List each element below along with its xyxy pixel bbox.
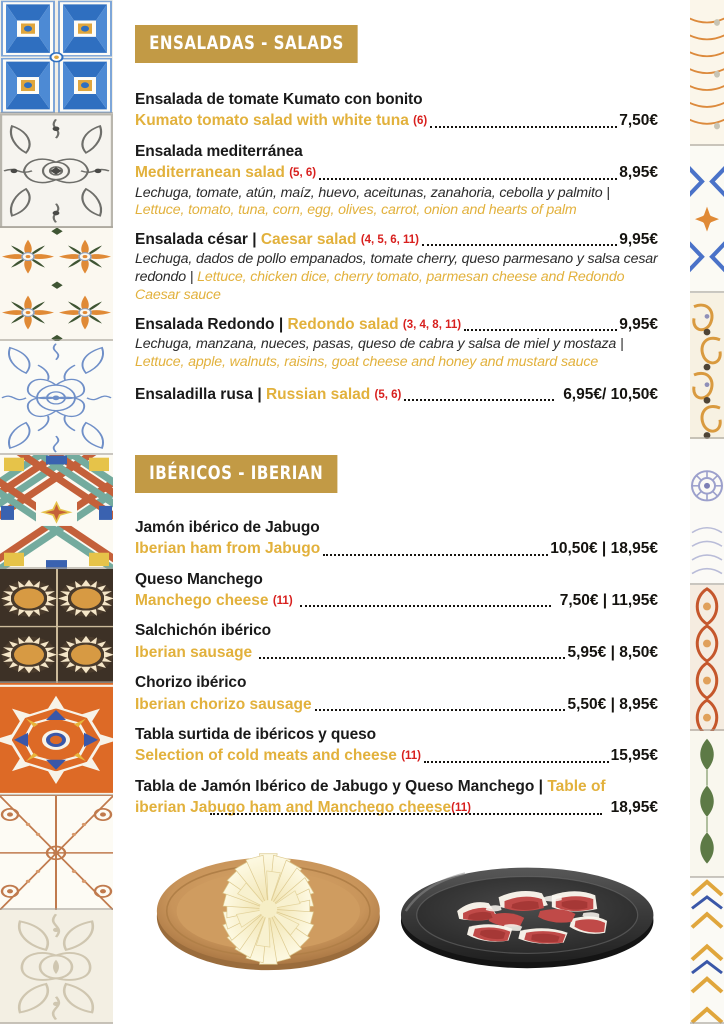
menu-item-price: 18,95€ — [610, 799, 658, 817]
menu-item-price: 7,50€ | 11,95€ — [559, 592, 658, 609]
menu-item-price: 9,95€ — [619, 315, 658, 333]
tile-pattern-blue-gold-chevron — [690, 878, 724, 1024]
menu-item-price: 10,50€ | 18,95€ — [550, 540, 658, 558]
menu-item-name-en: Iberian sausage — [135, 643, 253, 661]
salads-section-header — [135, 25, 658, 63]
menu-item-price: 5,95€ | 8,50€ — [567, 643, 658, 661]
menu-item-iberian-chorizo — [135, 672, 658, 715]
menu-item-description — [135, 185, 658, 221]
menu-item-price-row — [135, 694, 658, 715]
menu-item-name-es: Tabla de Jamón Ibérico de Jabugo y Queso Manchego — [135, 777, 535, 795]
menu-item-name-en: Kumato tomato salad with white tuna — [135, 112, 409, 130]
decorative-tile-border-left — [0, 0, 113, 1024]
menu-item-price: 5,50€ | 8,95€ — [567, 695, 658, 713]
menu-item-name-es: Ensalada Redondo — [135, 315, 275, 333]
tile-pattern-cream-diamond-rosette — [0, 796, 113, 910]
menu-item-ham-cheese-table — [135, 776, 658, 819]
menu-item-name-es: Queso Manchego — [135, 570, 263, 588]
name-separator: | — [247, 231, 261, 248]
menu-item-name-es: Ensalada mediterránea — [135, 142, 303, 160]
menu-item-name-en: Caesar salad — [260, 231, 357, 248]
menu-item-lead — [135, 162, 316, 183]
menu-item-iberian-sausage — [135, 620, 658, 663]
menu-item-lead — [135, 590, 293, 611]
dot-leader — [210, 813, 602, 815]
allergen-codes: (5, 6) — [374, 388, 402, 401]
menu-item-price-row — [135, 642, 658, 663]
tile-pattern-blue-wave-border — [690, 146, 724, 292]
menu-item-lead — [135, 384, 401, 405]
menu-item-lead — [135, 110, 427, 131]
menu-item-price-row — [135, 384, 658, 405]
menu-item-price-row — [135, 745, 658, 766]
menu-item-name-en: Iberian chorizo sausage — [135, 695, 312, 713]
description-en: Lettuce, tomato, tuna, corn, egg, olives, carrot, onion and hearts of palm — [135, 202, 577, 219]
iberian-section-header — [135, 455, 658, 493]
menu-item-name-es: Ensalada césar — [135, 231, 248, 248]
tile-pattern-sunburst-medallion — [0, 569, 113, 683]
dot-leader — [323, 554, 548, 556]
description-es: Lechuga, manzana, nueces, pasas, queso de cabra y salsa de miel y mostaza | — [135, 336, 624, 352]
menu-item-name-en: Selection of cold meats and cheese — [135, 747, 397, 765]
menu-item-name-en: Redondo salad — [287, 315, 399, 333]
menu-item-price: 15,95€ — [610, 747, 658, 765]
menu-item-lead — [135, 694, 312, 715]
menu-item-price-row — [135, 314, 658, 335]
allergen-codes: (6) — [413, 115, 428, 128]
menu-item-name-en: Mediterranean salad — [135, 164, 285, 182]
menu-item-manchego-cheese — [135, 569, 658, 612]
menu-item-iberian-ham — [135, 517, 658, 560]
tile-pattern-terracotta-lattice — [690, 585, 724, 731]
menu-item-lead — [135, 745, 421, 766]
description-es: Lechuga, tomate, atún, maíz, huevo, aceitunas, zanahoria, cebolla y palmito | — [135, 184, 610, 201]
menu-item-price: 8,95€ — [619, 164, 658, 182]
menu-item-lead — [135, 642, 252, 663]
name-separator: | — [274, 315, 288, 333]
dot-leader — [422, 244, 617, 246]
menu-item-name-es: Chorizo ibérico — [135, 674, 247, 692]
tile-pattern-blue-white-scroll — [0, 341, 113, 455]
allergen-codes: (4, 5, 6, 11) — [360, 234, 419, 246]
dot-leader — [464, 329, 617, 331]
menu-item-name-en: Table of iberian Jabugo ham and Manchego cheese — [135, 777, 606, 816]
description-en: Lettuce, apple, walnuts, raisins, goat cheese and honey and mustard sauce — [135, 353, 599, 370]
tile-pattern-ivory-baroque-relief — [0, 910, 113, 1024]
menu-item-price: 7,50€ — [619, 112, 658, 130]
allergen-codes: (3, 4, 8, 11) — [402, 318, 462, 331]
menu-item-name-en: Iberian ham from Jabugo — [135, 540, 321, 558]
dot-leader — [404, 399, 554, 401]
allergen-codes: (5, 6) — [289, 167, 317, 180]
cheese-board-photo — [147, 843, 390, 975]
menu-item-price: 6,95€/ 10,50€ — [563, 385, 658, 403]
menu-item-name-es: Ensalada de tomate Kumato con bonito — [135, 91, 423, 108]
dot-leader — [300, 605, 551, 607]
menu-item-name-es: Ensaladilla rusa — [135, 385, 254, 403]
menu-item-price: 9,95€ — [619, 231, 658, 248]
decorative-tile-border-right — [690, 0, 724, 1024]
tile-pattern-orange-radial-fan — [690, 0, 724, 146]
dot-leader — [424, 761, 609, 763]
menu-item-price-row — [135, 229, 658, 250]
dot-leader — [315, 709, 566, 711]
tile-pattern-orange-moorish-star — [0, 683, 113, 797]
menu-item-price-row — [135, 162, 658, 183]
menu-item-price-row — [135, 538, 658, 559]
allergen-codes: (11) — [272, 595, 293, 607]
menu-item-mediterranean-salad — [135, 141, 658, 220]
dot-leader — [259, 657, 565, 659]
menu-item-caesar-salad — [135, 229, 658, 305]
tile-pattern-grey-damask — [0, 114, 113, 228]
menu-item-lead — [135, 538, 320, 559]
menu-item-name-es: Salchichón ibérico — [135, 622, 272, 640]
allergen-codes: (11) — [451, 802, 471, 814]
menu-item-lead — [135, 229, 419, 250]
tile-pattern-green-leaf-strip — [690, 731, 724, 877]
menu-item-name-es: Tabla surtida de ibéricos y queso — [135, 725, 377, 743]
menu-item-description — [135, 336, 658, 372]
tile-pattern-blue-geometric — [0, 0, 113, 114]
dot-leader — [430, 126, 617, 128]
tile-pattern-teal-orange-diagonal — [0, 455, 113, 569]
iberian-banner-label: IBÉRICOS - IBERIAN — [135, 455, 337, 493]
menu-item-kumato-salad — [135, 89, 658, 132]
allergen-codes: (11) — [401, 750, 422, 763]
menu-item-price-row — [135, 590, 658, 611]
menu-item-name-en: Manchego cheese — [135, 592, 269, 609]
name-separator: | — [253, 385, 266, 403]
description-es: Lechuga, dados de pollo empanados, tomate cherry, queso parmesano y salsa cesar redondo | — [135, 251, 658, 286]
menu-item-description — [135, 251, 658, 304]
menu-content — [113, 0, 690, 1024]
menu-item-russian-salad — [135, 384, 658, 405]
menu-item-name-en: Russian salad — [265, 385, 371, 403]
name-separator: | — [534, 777, 548, 795]
ham-plate-photo — [396, 849, 658, 975]
tile-pattern-orange-floral-star — [0, 228, 113, 342]
menu-item-name-es: Jamón ibérico de Jabugo — [135, 518, 320, 536]
menu-item-redondo-salad — [135, 314, 658, 372]
menu-item-cold-meats-selection — [135, 724, 658, 767]
description-en: Lettuce, chicken dice, cherry tomato, parmesan cheese and Redondo Caesar sauce — [135, 269, 625, 303]
menu-item-price-row — [135, 110, 658, 131]
menu-item-lead — [135, 314, 461, 335]
salads-banner-label: ENSALADAS - SALADS — [135, 25, 358, 63]
dot-leader — [319, 178, 617, 180]
tile-pattern-gold-scrollwork — [690, 293, 724, 439]
tile-pattern-lavender-medallion — [690, 439, 724, 585]
food-photo-row — [135, 835, 658, 975]
